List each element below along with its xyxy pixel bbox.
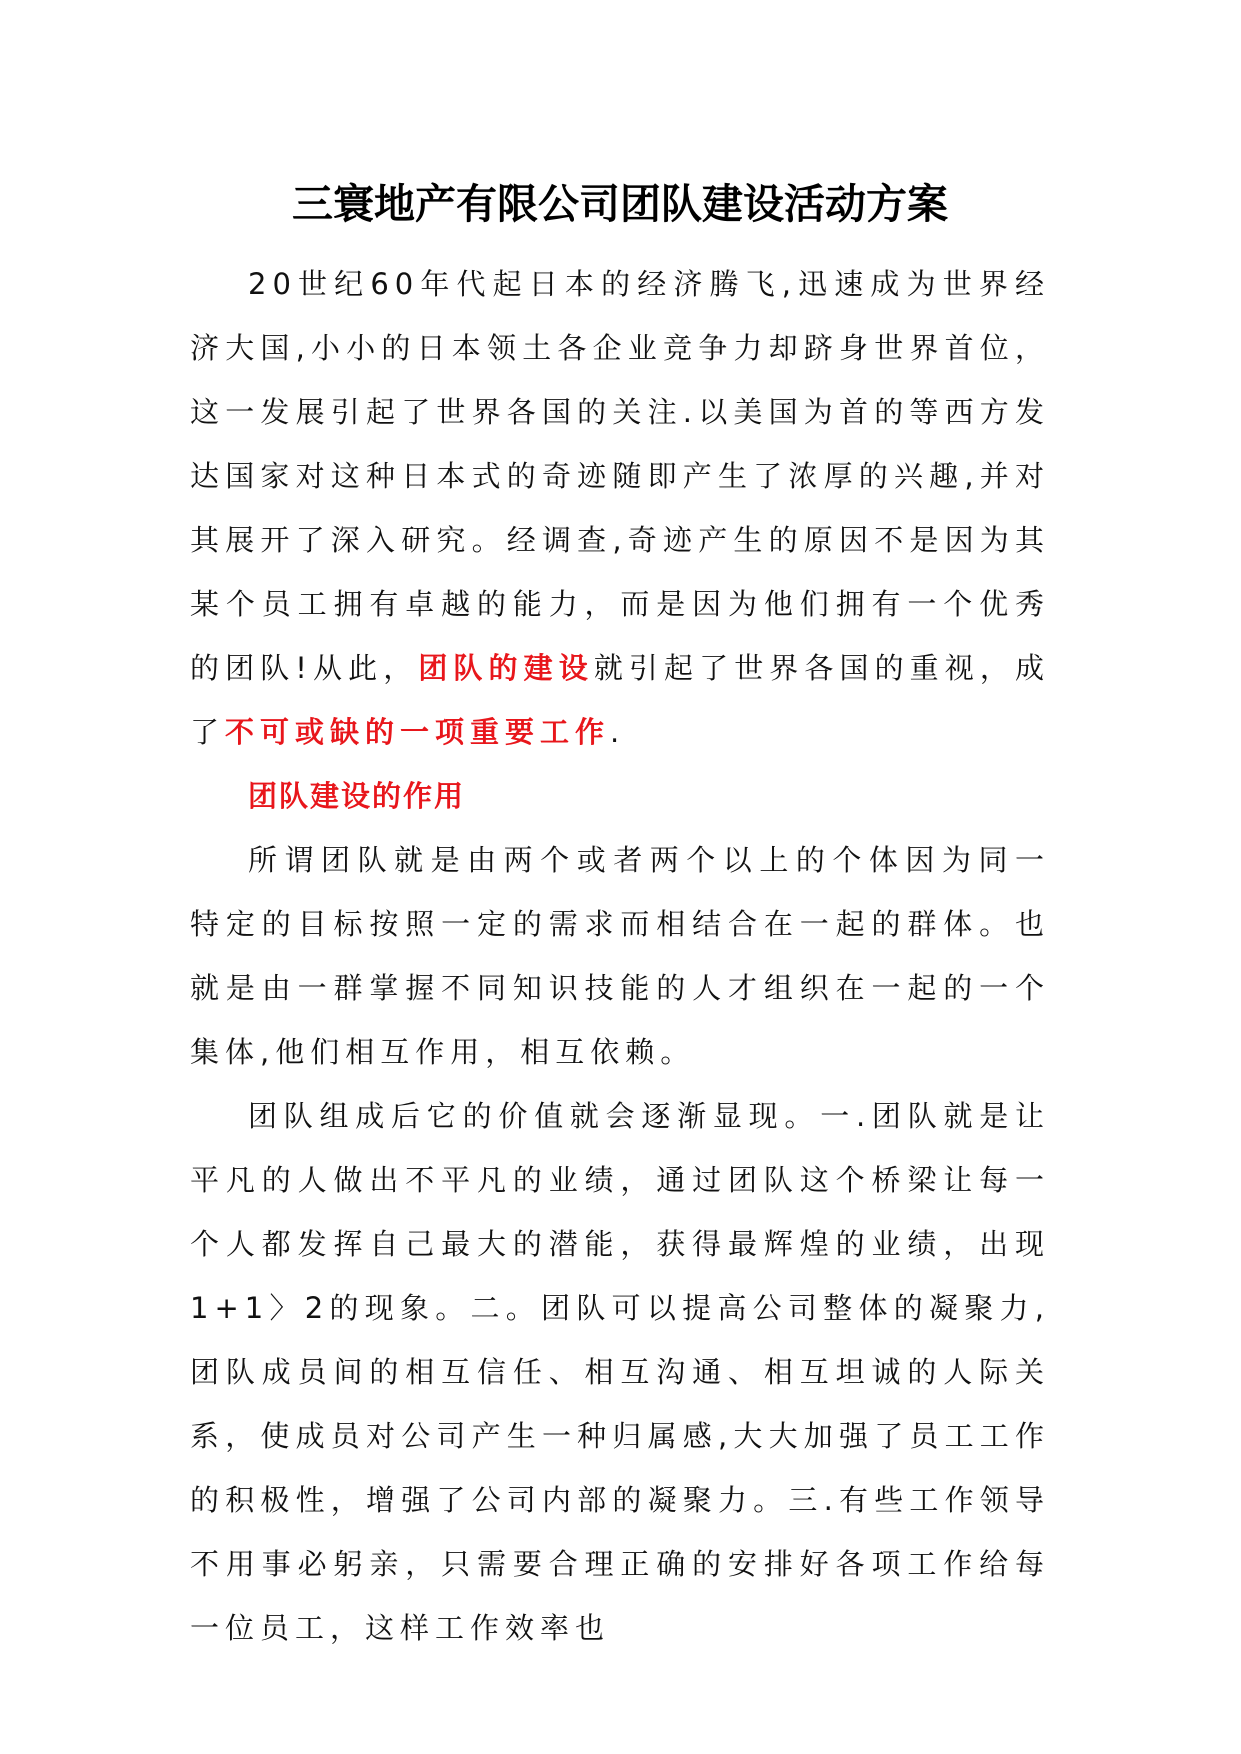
intro-text-part3: .: [610, 715, 626, 749]
document-title: 三寰地产有限公司团队建设活动方案: [292, 180, 948, 228]
intro-paragraph: [190, 252, 1050, 764]
section-heading: 团队建设的作用: [248, 779, 466, 813]
intro-text-part2: 就引起了世界各国的重视，成了: [190, 651, 1050, 749]
highlight-indispensable-work: 不可或缺的一项重要工作: [225, 715, 611, 749]
value-paragraph: 团队组成后它的价值就会逐渐显现。一.团队就是让平凡的人做出不平凡的业绩，通过团队这个桥梁让每一个人都发挥自己最大的潜能，获得最辉煌的业绩，出现1+1〉2的现象。二。团队可以提高公司整体的凝聚力,团队成员间的相互信任、相互沟通、相互坦诚的人际关系，使成员对公司产生一种归属感,大大加强了员工工作的积极性，增强了公司内部的凝聚力。三.有些工作领导不用事必躬亲，只需要合理正确的安排好各项工作给每一位员工，这样工作效率也: [190, 1099, 1050, 1645]
intro-text-part1: 20世纪60年代起日本的经济腾飞,迅速成为世界经济大国,小小的日本领土各企业竞争力却跻身世界首位，这一发展引起了世界各国的关注.以美国为首的等西方发达国家对这种日本式的奇迹随即产生了浓厚的兴趣,并对其展开了深入研究。经调查,奇迹产生的原因不是因为其某个员工拥有卓越的能力，而是因为他们拥有一个优秀的团队!从此，: [190, 267, 1050, 685]
document-body: [190, 252, 1050, 1660]
highlight-team-building: 团队的建设: [418, 651, 594, 685]
definition-paragraph: 所谓团队就是由两个或者两个以上的个体因为同一特定的目标按照一定的需求而相结合在一起的群体。也就是由一群掌握不同知识技能的人才组织在一起的一个集体,他们相互作用，相互依赖。: [190, 843, 1050, 1069]
